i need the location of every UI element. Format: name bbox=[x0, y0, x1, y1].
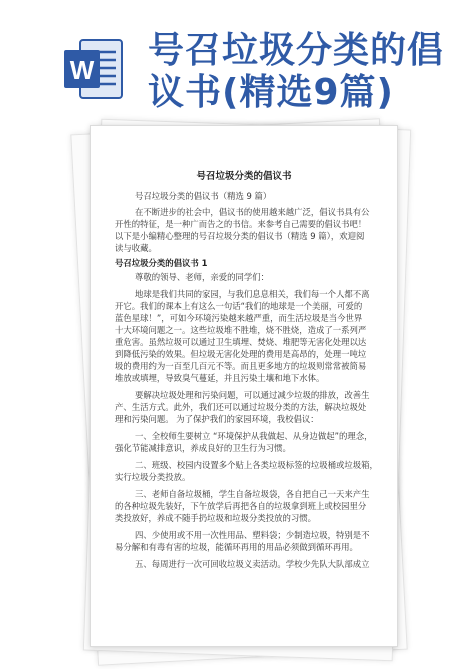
document-line: 地球是我们共同的家园，与我们息息相关，我们每一个人都不离 bbox=[135, 289, 370, 299]
word-document-icon bbox=[60, 36, 126, 102]
document-line: 开它。我们的课本上有这么一句话“我们的地球是一个美丽，可爱的 bbox=[115, 301, 363, 311]
document-line: 强化节能减排意识，养成良好的卫生行为习惯。 bbox=[115, 443, 291, 453]
document-line: 以下是小编精心整理的号召垃圾分类的倡议书（精选 9 篇），欢迎阅 bbox=[115, 231, 365, 241]
document-line: 二、班级、校园内设置多个贴上各类垃圾标签的垃圾桶或垃圾箱， bbox=[135, 460, 378, 470]
document-title: 号召垃圾分类的倡议书 bbox=[196, 171, 292, 182]
document-line: 在不断进步的社会中，倡议书的使用越来越广泛，倡议书具有公 bbox=[135, 207, 370, 217]
document-line: 三、老师自备垃圾桶，学生自备垃圾袋，各自把自己一天来产生 bbox=[135, 489, 370, 499]
document-line: 要解决垃圾处理和污染问题，可以通过减少垃圾的排放，改善生 bbox=[135, 390, 370, 400]
word-icon-letter: W bbox=[69, 55, 95, 85]
document-line: 读与收藏。 bbox=[115, 243, 157, 253]
document-line: 的各种垃圾先装好，下午放学后再把各自的垃圾拿到班上或校园里分 bbox=[115, 501, 367, 511]
document-page bbox=[90, 125, 398, 647]
document-line: 开性的特征，是一种广而告之的书信。来参考自己需要的倡议书吧！ bbox=[115, 219, 367, 229]
document-line: 理和污染问题。 为了保护我们的家园环境，我校倡议： bbox=[115, 414, 319, 424]
banner-title bbox=[148, 30, 468, 114]
document-line: 堆放或填埋，导致臭气蔓延，并且污染土壤和地下水体。 bbox=[115, 373, 325, 383]
document-line: 到降低污染的效果。但垃圾无害化处理的费用是高昂的，处理一吨垃 bbox=[115, 349, 367, 359]
document-line: 蓝色星球！”，可如今环境污染越来越严重，而生活垃圾是当今世界 bbox=[115, 313, 363, 323]
document-line: 类投放好，养成不随手扔垃圾和垃圾分类投放的习惯。 bbox=[115, 513, 316, 523]
document-line: 实行垃圾分类投放。 bbox=[115, 472, 191, 482]
section-heading: 号召垃圾分类的倡议书 1 bbox=[115, 258, 208, 268]
document-line: 一、全校师生要树立 “环境保护从我做起、从身边做起”的理念， bbox=[135, 431, 373, 441]
document-line: 重危害。虽然垃圾可以通过卫生填埋、焚烧、堆肥等无害化处理以达 bbox=[115, 337, 367, 347]
document-line: 易分解和有毒有害的垃圾，能循环再用的用品必须做到循环再用。 bbox=[115, 542, 358, 552]
document-line: 产、生活方式。此外，我们还可以通过垃圾分类的方法，解决垃圾处 bbox=[115, 402, 367, 412]
document-line: 圾的费用约为一百至几百元不等。而且更多地方的垃圾则常常被简易 bbox=[115, 361, 367, 371]
banner-title-line-1: 号召垃圾分类的倡 bbox=[148, 30, 445, 71]
banner-title-line-2: 议书(精选9篇) bbox=[148, 72, 394, 113]
document-line: 尊敬的领导、老师，亲爱的同学们： bbox=[135, 272, 269, 282]
document-line: 四、少使用或不用一次性用品、塑料袋；少制造垃圾，特别是不 bbox=[135, 530, 370, 540]
banner bbox=[0, 0, 474, 120]
document-subtitle: 号召垃圾分类的倡议书（精选 9 篇） bbox=[135, 191, 272, 201]
document-line: 十大环境问题之一。这些垃圾堆不胜堆，烧不胜烧，造成了一系列严 bbox=[115, 325, 367, 335]
document-line: 五、每周进行一次可回收垃圾义卖活动。学校少先队大队部成立 bbox=[135, 559, 370, 569]
